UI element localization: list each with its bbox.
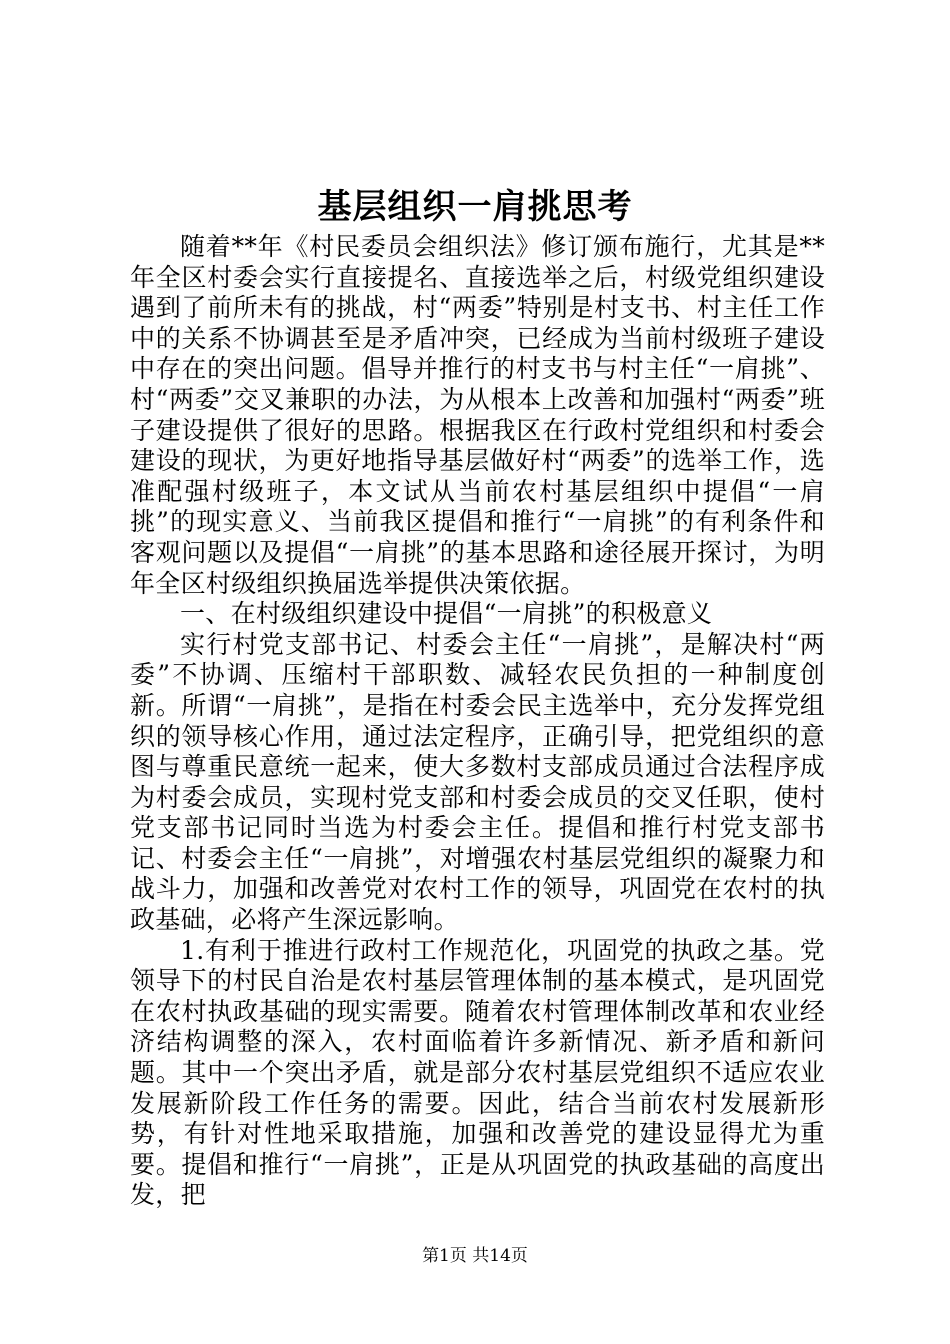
paragraph-intro: 随着**年《村民委员会组织法》修订颁布施行，尤其是**年全区村委会实行直接提名、直接选举之后，村级党组织建设遇到了前所未有的挑战，村“两委”特别是村支书、村主任工作中的关系不协调甚至是矛盾冲突，已经成为当前村级班子建设中存在的突出问题。倡导并推行的村支书与村主任“一肩挑”、村“两委”交叉兼职的办法，为从根本上改善和加强村“两委”班子建设提供了很好的思路。根据我区在行政村党组织和村委会建设的现状，为更好地指导基层做好村“两委”的选举工作，选准配强村级班子，本文试从当前农村基层组织中提倡“一肩挑”的现实意义、当前我区提倡和推行“一肩挑”的有利条件和客观问题以及提倡“一肩挑”的基本思路和途径展开探讨，为明年全区村级组织换届选举提供决策依据。 [130, 232, 825, 598]
paragraph-point-1: 1.有利于推进行政村工作规范化，巩固党的执政之基。党领导下的村民自治是农村基层管理体制的基本模式，是巩固党在农村执政基础的现实需要。随着农村管理体制改革和农业经济结构调整的深入，农村面临着许多新情况、新矛盾和新问题。其中一个突出矛盾，就是部分农村基层党组织不适应农业发展新阶段工作任务的需要。因此，结合当前农村发展新形势，有针对性地采取措施，加强和改善党的建设显得尤为重要。提倡和推行“一肩挑”，正是从巩固党的执政基础的高度出发，把 [130, 935, 825, 1210]
page-footer: 第1页 共14页 [422, 1246, 528, 1266]
document-body [130, 232, 825, 1211]
document-title: 基层组织一肩挑思考 [317, 187, 633, 227]
paragraph-definition: 实行村党支部书记、村委会主任“一肩挑”，是解决村“两委”不协调、压缩村干部职数、减轻农民负担的一种制度创新。所谓“一肩挑”，是指在村委会民主选举中，充分发挥党组织的领导核心作用，通过法定程序，正确引导，把党组织的意图与尊重民意统一起来，使大多数村支部成员通过合法程序成为村委会成员，实现村党支部和村委会成员的交叉任职，使村党支部书记同时当选为村委会主任。提倡和推行村党支部书记、村委会主任“一肩挑”，对增强农村基层党组织的凝聚力和战斗力，加强和改善党对农村工作的领导，巩固党在农村的执政基础，必将产生深远影响。 [130, 629, 825, 935]
section-heading: 一、在村级组织建设中提倡“一肩挑”的积极意义 [180, 599, 713, 629]
